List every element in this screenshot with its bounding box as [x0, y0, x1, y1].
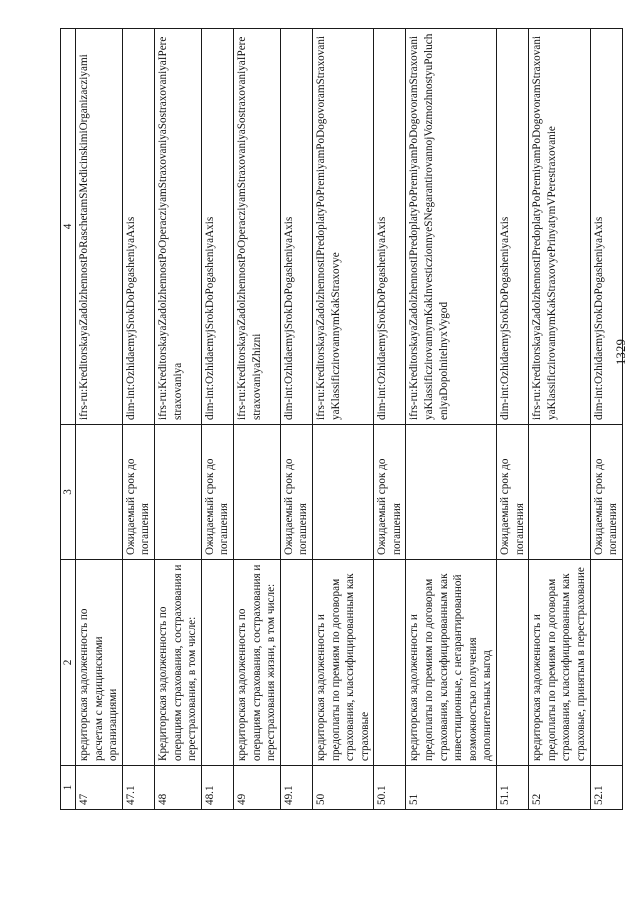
table-row: [312, 29, 373, 810]
row-code-cell: ifrs-ru:KreditorskayaZadolzhennostPoOperacziyamStraxovaniyaSostraxovaniyaIPerestraxovaniya: [154, 29, 201, 425]
column-header-3: 3: [61, 425, 76, 560]
column-header-2: 2: [61, 560, 76, 766]
row-label-cell: Ожидаемый срок до погашения: [201, 425, 233, 560]
row-label-cell: Ожидаемый срок до погашения: [590, 425, 622, 560]
row-code-cell: ifrs-ru:KreditorskayaZadolzhennostIPredoplatyPoPremiyamPoDogovoramStraxovaniyaKlassificzirovannymKakStraxovye: [312, 29, 373, 425]
row-label-cell: [406, 425, 497, 560]
row-code-cell: ifrs-ru:KreditorskayaZadolzhennostPoOperacziyamStraxovaniyaSostraxovaniyaIPerestraxovaniyaZhizni: [233, 29, 280, 425]
row-label-cell: [312, 425, 373, 560]
row-code-cell: dim-int:OzhidaemyjSrokDoPogasheniyaAxis: [497, 29, 529, 425]
row-label-cell: [154, 425, 201, 560]
row-label-cell: [529, 425, 590, 560]
table-header-row: [61, 29, 76, 810]
page-number: 1329: [614, 338, 628, 365]
row-code-cell: dim-int:OzhidaemyjSrokDoPogasheniyaAxis: [280, 29, 312, 425]
table-row: [280, 29, 312, 810]
row-label-cell: [76, 425, 123, 560]
table-row: [497, 29, 529, 810]
table-row: [76, 29, 123, 810]
row-number-cell: 49: [233, 766, 280, 810]
row-name-cell: [590, 560, 622, 766]
row-code-cell: dim-int:OzhidaemyjSrokDoPogasheniyaAxis: [201, 29, 233, 425]
row-number-cell: 50.1: [374, 766, 406, 810]
row-name-cell: [280, 560, 312, 766]
row-label-cell: [233, 425, 280, 560]
row-number-cell: 47.1: [122, 766, 154, 810]
row-name-cell: кредиторская задолженность и предоплаты по премиям по договорам страхования, классифицированным как страховые: [312, 560, 373, 766]
row-name-cell: кредиторская задолженность по расчетам с медицинскими организациями: [76, 560, 123, 766]
row-code-cell: ifrs-ru:KreditorskayaZadolzhennostIPredoplatyPoPremiyamPoDogovoramStraxovaniyaKlassificzirovannymKakStraxovyePrinyatymVPerestraxovanie: [529, 29, 590, 425]
column-header-1: 1: [61, 766, 76, 810]
row-name-cell: [497, 560, 529, 766]
column-header-4: 4: [61, 29, 76, 425]
row-number-cell: 52.1: [590, 766, 622, 810]
row-code-cell: ifrs-ru:KreditorskayaZadolzhennostIPredoplatyPoPremiyamPoDogovoramStraxovaniyaKlassificzirovannymKakInvesticzionnyeSNegarantirovannojVozmozhnostyuPolucheniyaDopolnitelnyxVygod: [406, 29, 497, 425]
table-row: [122, 29, 154, 810]
row-name-cell: кредиторская задолженность и предоплаты по премиям по договорам страхования, классифицированным как страховые, принятым в перестрахование: [529, 560, 590, 766]
row-name-cell: Кредиторская задолженность по операциям страхования, сострахования и перестрахования, в том числе:: [154, 560, 201, 766]
row-number-cell: 51.1: [497, 766, 529, 810]
row-number-cell: 51: [406, 766, 497, 810]
table-header: [61, 29, 76, 810]
row-number-cell: 50: [312, 766, 373, 810]
row-label-cell: Ожидаемый срок до погашения: [497, 425, 529, 560]
row-number-cell: 48: [154, 766, 201, 810]
table-row: [406, 29, 497, 810]
row-label-cell: Ожидаемый срок до погашения: [280, 425, 312, 560]
table-row: [590, 29, 622, 810]
table-row: [529, 29, 590, 810]
row-number-cell: 48.1: [201, 766, 233, 810]
row-label-cell: Ожидаемый срок до погашения: [374, 425, 406, 560]
table-row: [201, 29, 233, 810]
table-row: [154, 29, 201, 810]
row-code-cell: dim-int:OzhidaemyjSrokDoPogasheniyaAxis: [374, 29, 406, 425]
row-code-cell: ifrs-ru:KreditorskayaZadolzhennostPoRaschetamSMedicinskimiOrganizacziyami: [76, 29, 123, 425]
row-name-cell: кредиторская задолженность и предоплаты по премиям по договорам страхования, классифицированным как инвестиционные, с негарантированной возможностью получения дополнительных выгод: [406, 560, 497, 766]
table-row: [233, 29, 280, 810]
table-body: [76, 29, 623, 810]
row-name-cell: [122, 560, 154, 766]
row-code-cell: dim-int:OzhidaemyjSrokDoPogasheniyaAxis: [590, 29, 622, 425]
row-number-cell: 49.1: [280, 766, 312, 810]
row-number-cell: 52: [529, 766, 590, 810]
row-label-cell: Ожидаемый срок до погашения: [122, 425, 154, 560]
row-code-cell: dim-int:OzhidaemyjSrokDoPogasheniyaAxis: [122, 29, 154, 425]
row-name-cell: [201, 560, 233, 766]
row-number-cell: 47: [76, 766, 123, 810]
table-row: [374, 29, 406, 810]
row-name-cell: [374, 560, 406, 766]
report-table: [60, 28, 623, 810]
row-name-cell: кредиторская задолженность по операциям страхования, сострахования и перестрахования жизни, в том числе:: [233, 560, 280, 766]
